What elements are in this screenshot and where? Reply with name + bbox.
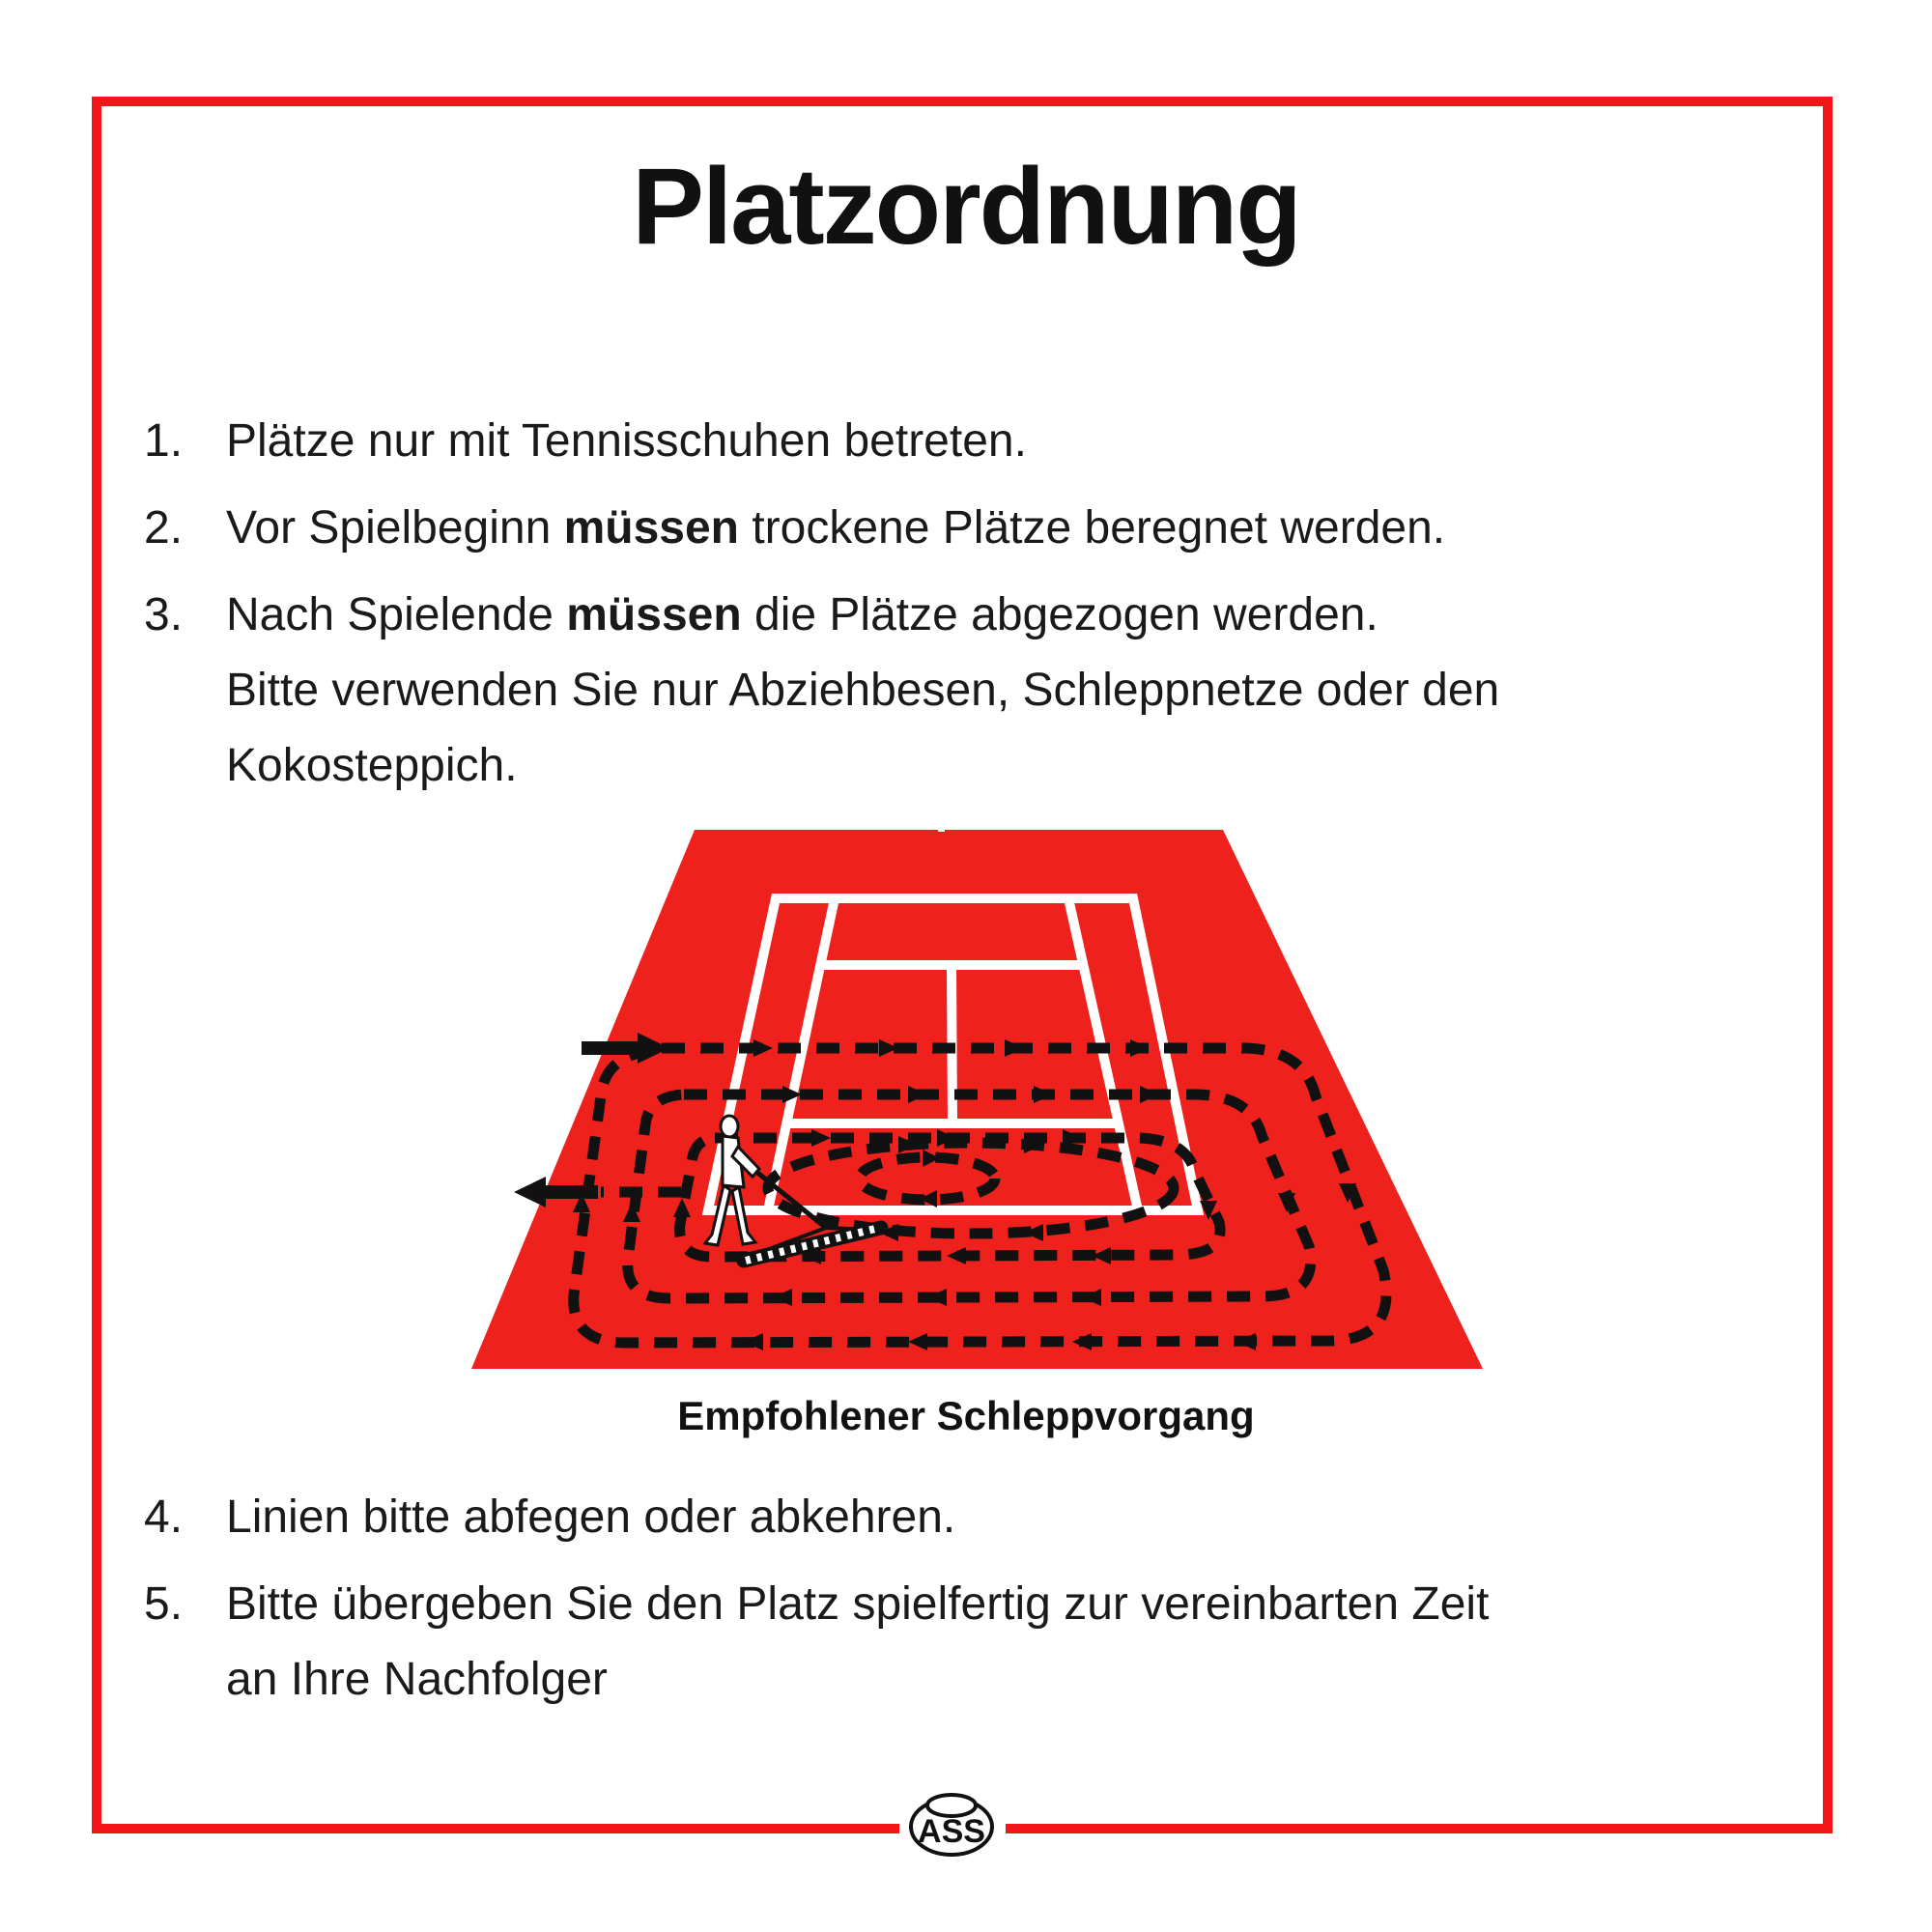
rule-number: 3. [144,589,184,640]
rule-item [144,404,1728,479]
court-illustration [435,807,1497,1406]
rules-list-top [144,404,1728,815]
rule-text: Linien bitte abfegen oder abkehren. [226,1492,956,1543]
logo-text: ASS [918,1813,985,1850]
rule-number: 2. [144,502,184,554]
rule-item [144,491,1728,566]
illustration-caption: Empfohlener Schleppvorgang [677,1393,1255,1438]
rule-text: Vor Spielbeginn müssen trockene Plätze beregnet werden. [226,502,1446,554]
rule-item [144,1480,1728,1555]
rules-list-bottom [144,1480,1728,1729]
rule-text: Plätze nur mit Tennisschuhen betreten. [226,415,1027,467]
rule-number: 5. [144,1578,184,1630]
ass-logo [907,1793,996,1859]
rule-item [144,1567,1728,1718]
rule-text: Bitte übergeben Sie den Platz spielfertig zur vereinbarten Zeit an Ihre Nachfolger [226,1578,1490,1705]
page-title: Platzordnung [632,146,1300,267]
rule-number: 1. [144,415,184,467]
rule-text: Nach Spielende müssen die Plätze abgezogen werden. Bitte verwenden Sie nur Abziehbesen, Schleppnetze oder den Kokosteppich. [226,589,1500,791]
rule-item [144,578,1728,804]
center-mark [938,813,945,832]
rule-number: 4. [144,1492,184,1543]
